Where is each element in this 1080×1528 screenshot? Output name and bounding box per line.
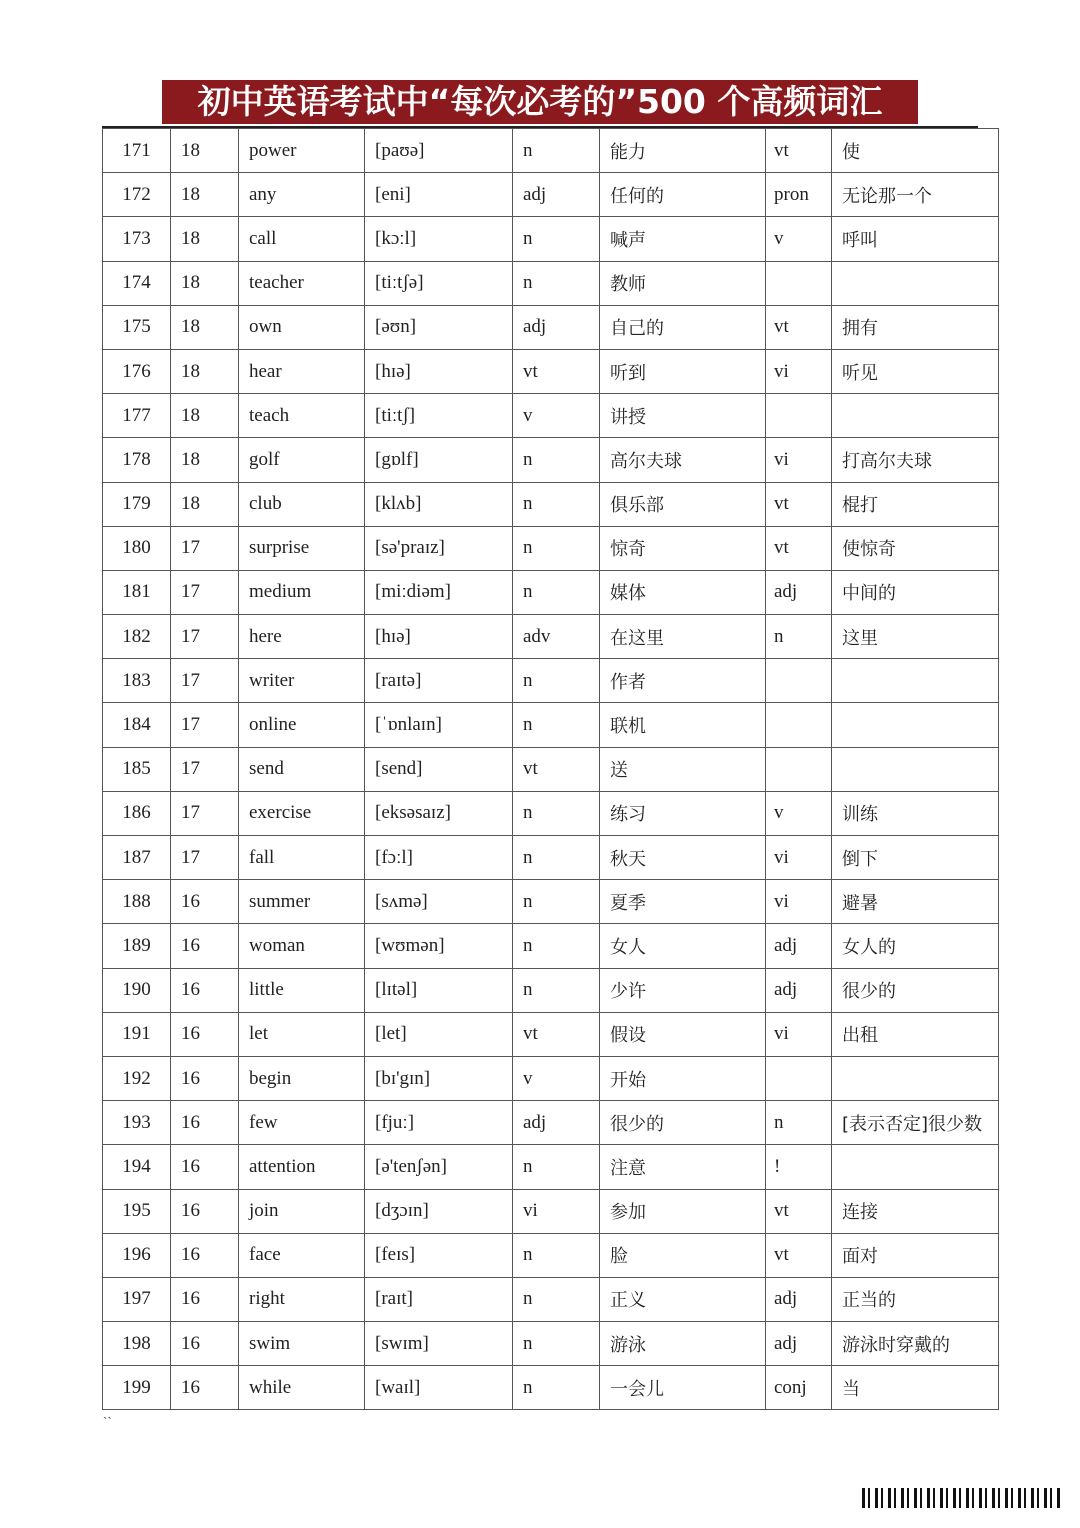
cell-second-part-of-speech: adj: [766, 1322, 832, 1366]
cell-phonetic: [fjuː]: [365, 1101, 513, 1145]
cell-second-meaning: 倒下: [832, 836, 999, 880]
cell-second-meaning: 拥有: [832, 305, 999, 349]
table-row: [103, 791, 999, 835]
cell-index: 178: [103, 438, 171, 482]
cell-second-meaning: 正当的: [832, 1277, 999, 1321]
cell-second-part-of-speech: [766, 747, 832, 791]
cell-meaning: 高尔夫球: [600, 438, 766, 482]
cell-index: 185: [103, 747, 171, 791]
cell-word: exercise: [239, 791, 365, 835]
cell-frequency: 18: [171, 173, 239, 217]
cell-word: fall: [239, 836, 365, 880]
cell-word: while: [239, 1366, 365, 1410]
cell-meaning: 媒体: [600, 570, 766, 614]
table-row: [103, 1056, 999, 1100]
cell-second-part-of-speech: vi: [766, 1012, 832, 1056]
cell-second-part-of-speech: n: [766, 1101, 832, 1145]
cell-phonetic: [gɒlf]: [365, 438, 513, 482]
table-row: [103, 482, 999, 526]
cell-second-part-of-speech: [766, 703, 832, 747]
cell-second-part-of-speech: vt: [766, 129, 832, 173]
cell-word: surprise: [239, 526, 365, 570]
cell-phonetic: [lɪtəl]: [365, 968, 513, 1012]
cell-phonetic: [raɪt]: [365, 1277, 513, 1321]
cell-index: 195: [103, 1189, 171, 1233]
cell-part-of-speech: n: [513, 482, 600, 526]
cell-frequency: 18: [171, 261, 239, 305]
page-title: 初中英语考试中“每次必考的”500 个高频词汇: [162, 80, 918, 124]
cell-word: writer: [239, 659, 365, 703]
table-row: [103, 615, 999, 659]
cell-meaning: 作者: [600, 659, 766, 703]
cell-part-of-speech: vt: [513, 747, 600, 791]
cell-part-of-speech: vi: [513, 1189, 600, 1233]
cell-second-meaning: [表示否定]很少数: [832, 1101, 999, 1145]
cell-phonetic: [send]: [365, 747, 513, 791]
cell-index: 186: [103, 791, 171, 835]
cell-second-meaning: 听见: [832, 349, 999, 393]
table-row: [103, 1189, 999, 1233]
cell-index: 196: [103, 1233, 171, 1277]
cell-second-part-of-speech: n: [766, 615, 832, 659]
cell-word: woman: [239, 924, 365, 968]
cell-word: hear: [239, 349, 365, 393]
cell-meaning: 一会儿: [600, 1366, 766, 1410]
cell-part-of-speech: n: [513, 1233, 600, 1277]
cell-meaning: 任何的: [600, 173, 766, 217]
cell-phonetic: [eksəsaɪz]: [365, 791, 513, 835]
cell-index: 172: [103, 173, 171, 217]
cell-second-part-of-speech: adj: [766, 1277, 832, 1321]
cell-word: let: [239, 1012, 365, 1056]
cell-meaning: 参加: [600, 1189, 766, 1233]
watermark-bar: [862, 1488, 1062, 1508]
cell-phonetic: [let]: [365, 1012, 513, 1056]
cell-second-part-of-speech: vt: [766, 1189, 832, 1233]
cell-part-of-speech: vt: [513, 1012, 600, 1056]
table-row: [103, 394, 999, 438]
cell-second-part-of-speech: adj: [766, 968, 832, 1012]
cell-index: 191: [103, 1012, 171, 1056]
table-row: [103, 1145, 999, 1189]
cell-phonetic: [wʊmən]: [365, 924, 513, 968]
table-row: [103, 349, 999, 393]
cell-second-meaning: 训练: [832, 791, 999, 835]
cell-second-part-of-speech: [766, 659, 832, 703]
cell-index: 194: [103, 1145, 171, 1189]
cell-meaning: 教师: [600, 261, 766, 305]
cell-meaning: 少许: [600, 968, 766, 1012]
cell-word: power: [239, 129, 365, 173]
cell-index: 175: [103, 305, 171, 349]
cell-part-of-speech: v: [513, 394, 600, 438]
cell-second-part-of-speech: vi: [766, 880, 832, 924]
cell-second-meaning: 中间的: [832, 570, 999, 614]
cell-second-part-of-speech: vi: [766, 438, 832, 482]
cell-second-meaning: [832, 703, 999, 747]
table-row: [103, 173, 999, 217]
cell-index: 171: [103, 129, 171, 173]
table-row: [103, 526, 999, 570]
cell-meaning: 开始: [600, 1056, 766, 1100]
cell-part-of-speech: adj: [513, 305, 600, 349]
cell-second-part-of-speech: vt: [766, 305, 832, 349]
table-row: [103, 1277, 999, 1321]
table-row: [103, 1101, 999, 1145]
cell-phonetic: [miːdiəm]: [365, 570, 513, 614]
cell-phonetic: [fɔːl]: [365, 836, 513, 880]
table-row: [103, 570, 999, 614]
cell-meaning: 喊声: [600, 217, 766, 261]
cell-second-part-of-speech: v: [766, 217, 832, 261]
table-row: [103, 1322, 999, 1366]
cell-second-part-of-speech: vt: [766, 526, 832, 570]
cell-frequency: 18: [171, 217, 239, 261]
table-row: [103, 880, 999, 924]
cell-meaning: 惊奇: [600, 526, 766, 570]
table-row: [103, 261, 999, 305]
cell-index: 174: [103, 261, 171, 305]
cell-phonetic: [eni]: [365, 173, 513, 217]
cell-index: 177: [103, 394, 171, 438]
cell-phonetic: [hɪə]: [365, 349, 513, 393]
cell-index: 198: [103, 1322, 171, 1366]
cell-meaning: 俱乐部: [600, 482, 766, 526]
cell-second-meaning: 出租: [832, 1012, 999, 1056]
cell-phonetic: [tiːtʃə]: [365, 261, 513, 305]
cell-phonetic: [dʒɔɪn]: [365, 1189, 513, 1233]
cell-frequency: 16: [171, 880, 239, 924]
cell-phonetic: [kɔːl]: [365, 217, 513, 261]
cell-frequency: 17: [171, 836, 239, 880]
cell-meaning: 女人: [600, 924, 766, 968]
cell-frequency: 16: [171, 968, 239, 1012]
cell-frequency: 17: [171, 615, 239, 659]
cell-meaning: 自己的: [600, 305, 766, 349]
cell-meaning: 在这里: [600, 615, 766, 659]
cell-part-of-speech: adj: [513, 173, 600, 217]
cell-index: 176: [103, 349, 171, 393]
cell-index: 173: [103, 217, 171, 261]
cell-second-meaning: 游泳时穿戴的: [832, 1322, 999, 1366]
cell-second-meaning: 使: [832, 129, 999, 173]
cell-second-meaning: 棍打: [832, 482, 999, 526]
cell-frequency: 16: [171, 1101, 239, 1145]
cell-phonetic: [əʊn]: [365, 305, 513, 349]
cell-second-part-of-speech: [766, 261, 832, 305]
cell-second-part-of-speech: pron: [766, 173, 832, 217]
cell-second-meaning: [832, 261, 999, 305]
table-row: [103, 129, 999, 173]
cell-word: teacher: [239, 261, 365, 305]
cell-phonetic: [paʊə]: [365, 129, 513, 173]
cell-phonetic: [waɪl]: [365, 1366, 513, 1410]
cell-second-part-of-speech: [766, 1056, 832, 1100]
vocabulary-table: [102, 128, 999, 1410]
cell-index: 181: [103, 570, 171, 614]
cell-second-meaning: [832, 659, 999, 703]
cell-part-of-speech: n: [513, 791, 600, 835]
cell-word: club: [239, 482, 365, 526]
cell-frequency: 17: [171, 570, 239, 614]
cell-index: 179: [103, 482, 171, 526]
cell-second-meaning: 很少的: [832, 968, 999, 1012]
cell-meaning: 联机: [600, 703, 766, 747]
cell-part-of-speech: n: [513, 570, 600, 614]
cell-frequency: 16: [171, 1322, 239, 1366]
cell-index: 192: [103, 1056, 171, 1100]
cell-part-of-speech: n: [513, 1322, 600, 1366]
cell-meaning: 秋天: [600, 836, 766, 880]
cell-frequency: 18: [171, 349, 239, 393]
footer-mark: ``: [103, 1414, 112, 1429]
cell-phonetic: [sə'praɪz]: [365, 526, 513, 570]
cell-second-meaning: 使惊奇: [832, 526, 999, 570]
cell-part-of-speech: n: [513, 1277, 600, 1321]
cell-phonetic: [raɪtə]: [365, 659, 513, 703]
cell-word: join: [239, 1189, 365, 1233]
cell-frequency: 17: [171, 526, 239, 570]
cell-second-part-of-speech: vt: [766, 1233, 832, 1277]
cell-word: little: [239, 968, 365, 1012]
cell-frequency: 16: [171, 924, 239, 968]
cell-meaning: 正义: [600, 1277, 766, 1321]
cell-part-of-speech: n: [513, 1145, 600, 1189]
cell-word: begin: [239, 1056, 365, 1100]
cell-second-meaning: 无论那一个: [832, 173, 999, 217]
cell-part-of-speech: n: [513, 1366, 600, 1410]
cell-frequency: 18: [171, 482, 239, 526]
cell-frequency: 17: [171, 747, 239, 791]
cell-phonetic: [klʌb]: [365, 482, 513, 526]
cell-second-meaning: 呼叫: [832, 217, 999, 261]
cell-frequency: 17: [171, 703, 239, 747]
cell-word: golf: [239, 438, 365, 482]
cell-meaning: 送: [600, 747, 766, 791]
cell-word: medium: [239, 570, 365, 614]
cell-meaning: 脸: [600, 1233, 766, 1277]
cell-word: own: [239, 305, 365, 349]
table-row: [103, 438, 999, 482]
cell-index: 199: [103, 1366, 171, 1410]
cell-phonetic: [bɪ'gɪn]: [365, 1056, 513, 1100]
cell-second-part-of-speech: v: [766, 791, 832, 835]
cell-part-of-speech: n: [513, 880, 600, 924]
cell-frequency: 16: [171, 1366, 239, 1410]
cell-part-of-speech: adv: [513, 615, 600, 659]
cell-frequency: 18: [171, 305, 239, 349]
cell-meaning: 夏季: [600, 880, 766, 924]
cell-second-meaning: [832, 1056, 999, 1100]
cell-index: 188: [103, 880, 171, 924]
cell-index: 184: [103, 703, 171, 747]
cell-second-part-of-speech: vt: [766, 482, 832, 526]
cell-part-of-speech: vt: [513, 349, 600, 393]
cell-part-of-speech: n: [513, 968, 600, 1012]
table-row: [103, 659, 999, 703]
cell-word: summer: [239, 880, 365, 924]
cell-frequency: 16: [171, 1189, 239, 1233]
cell-word: face: [239, 1233, 365, 1277]
cell-word: any: [239, 173, 365, 217]
table-row: [103, 924, 999, 968]
cell-meaning: 听到: [600, 349, 766, 393]
cell-second-meaning: 女人的: [832, 924, 999, 968]
cell-second-part-of-speech: [766, 394, 832, 438]
cell-index: 193: [103, 1101, 171, 1145]
cell-index: 189: [103, 924, 171, 968]
cell-meaning: 假设: [600, 1012, 766, 1056]
cell-part-of-speech: n: [513, 438, 600, 482]
cell-second-meaning: 当: [832, 1366, 999, 1410]
cell-frequency: 16: [171, 1056, 239, 1100]
cell-phonetic: [tiːtʃ]: [365, 394, 513, 438]
cell-part-of-speech: n: [513, 217, 600, 261]
cell-word: send: [239, 747, 365, 791]
cell-word: here: [239, 615, 365, 659]
table-row: [103, 747, 999, 791]
cell-meaning: 能力: [600, 129, 766, 173]
table-row: [103, 703, 999, 747]
cell-frequency: 18: [171, 438, 239, 482]
cell-word: online: [239, 703, 365, 747]
cell-word: right: [239, 1277, 365, 1321]
cell-phonetic: [ˈɒnlaɪn]: [365, 703, 513, 747]
table-row: [103, 1233, 999, 1277]
cell-word: teach: [239, 394, 365, 438]
cell-part-of-speech: n: [513, 836, 600, 880]
cell-phonetic: [ə'tenʃən]: [365, 1145, 513, 1189]
cell-word: swim: [239, 1322, 365, 1366]
cell-second-meaning: 连接: [832, 1189, 999, 1233]
cell-frequency: 18: [171, 394, 239, 438]
cell-frequency: 16: [171, 1277, 239, 1321]
cell-second-part-of-speech: vi: [766, 349, 832, 393]
cell-part-of-speech: adj: [513, 1101, 600, 1145]
cell-meaning: 注意: [600, 1145, 766, 1189]
cell-frequency: 16: [171, 1145, 239, 1189]
cell-part-of-speech: v: [513, 1056, 600, 1100]
cell-frequency: 18: [171, 129, 239, 173]
cell-index: 180: [103, 526, 171, 570]
cell-second-meaning: 打高尔夫球: [832, 438, 999, 482]
cell-second-meaning: [832, 394, 999, 438]
table-row: [103, 305, 999, 349]
cell-second-meaning: 避暑: [832, 880, 999, 924]
cell-second-part-of-speech: conj: [766, 1366, 832, 1410]
cell-index: 197: [103, 1277, 171, 1321]
cell-second-meaning: 这里: [832, 615, 999, 659]
cell-second-meaning: [832, 1145, 999, 1189]
cell-second-part-of-speech: !: [766, 1145, 832, 1189]
cell-part-of-speech: n: [513, 703, 600, 747]
cell-part-of-speech: n: [513, 659, 600, 703]
cell-part-of-speech: n: [513, 924, 600, 968]
cell-meaning: 很少的: [600, 1101, 766, 1145]
cell-frequency: 16: [171, 1012, 239, 1056]
cell-meaning: 游泳: [600, 1322, 766, 1366]
cell-word: few: [239, 1101, 365, 1145]
cell-second-part-of-speech: adj: [766, 570, 832, 614]
cell-frequency: 17: [171, 791, 239, 835]
cell-word: attention: [239, 1145, 365, 1189]
cell-phonetic: [hɪə]: [365, 615, 513, 659]
cell-second-part-of-speech: vi: [766, 836, 832, 880]
table-row: [103, 836, 999, 880]
cell-frequency: 16: [171, 1233, 239, 1277]
table-row: [103, 217, 999, 261]
cell-second-meaning: [832, 747, 999, 791]
cell-second-part-of-speech: adj: [766, 924, 832, 968]
cell-frequency: 17: [171, 659, 239, 703]
cell-part-of-speech: n: [513, 526, 600, 570]
cell-index: 190: [103, 968, 171, 1012]
cell-phonetic: [swɪm]: [365, 1322, 513, 1366]
cell-meaning: 讲授: [600, 394, 766, 438]
table-row: [103, 968, 999, 1012]
cell-index: 187: [103, 836, 171, 880]
cell-part-of-speech: n: [513, 261, 600, 305]
table-row: [103, 1366, 999, 1410]
vocabulary-table-body: [103, 129, 999, 1410]
cell-phonetic: [feɪs]: [365, 1233, 513, 1277]
cell-meaning: 练习: [600, 791, 766, 835]
cell-part-of-speech: n: [513, 129, 600, 173]
table-row: [103, 1012, 999, 1056]
cell-index: 182: [103, 615, 171, 659]
cell-index: 183: [103, 659, 171, 703]
cell-phonetic: [sʌmə]: [365, 880, 513, 924]
cell-second-meaning: 面对: [832, 1233, 999, 1277]
cell-word: call: [239, 217, 365, 261]
